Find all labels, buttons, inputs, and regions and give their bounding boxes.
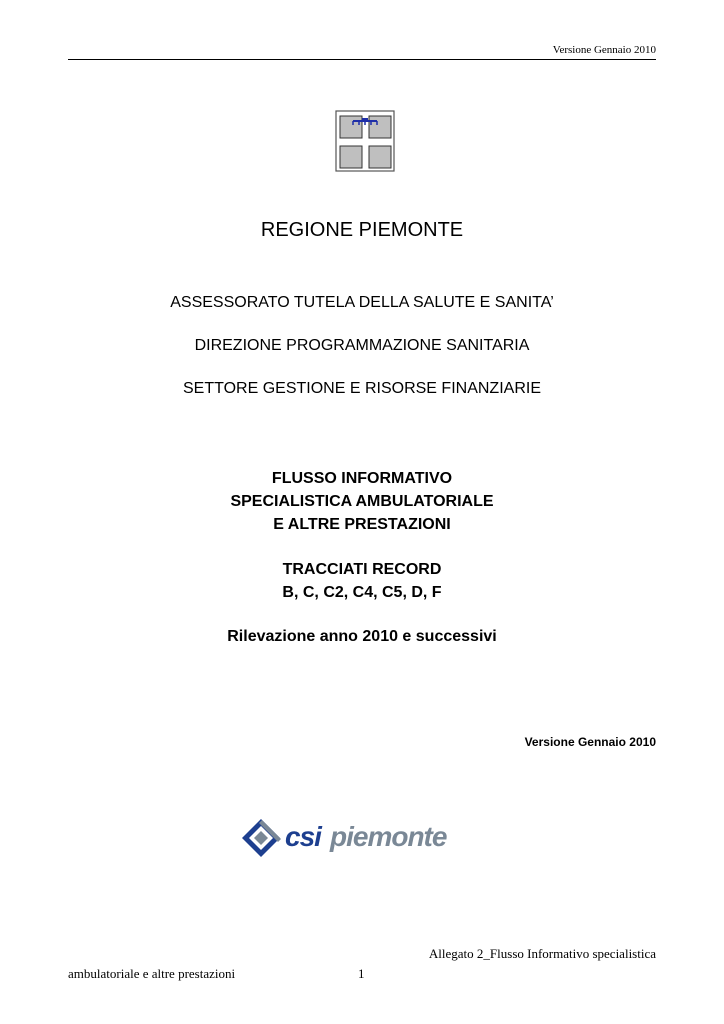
csi-piemonte-logo <box>240 815 462 865</box>
assessorato-title: ASSESSORATO TUTELA DELLA SALUTE E SANITA’ <box>170 294 554 311</box>
logo-text-piemonte: piemonte <box>330 821 447 852</box>
logo-text-csi: csi <box>285 821 321 852</box>
csi-diamond-icon <box>242 819 281 857</box>
header-version: Versione Gennaio 2010 <box>552 44 656 56</box>
regione-piemonte-emblem-icon <box>335 110 395 172</box>
document-version: Versione Gennaio 2010 <box>524 735 656 749</box>
footer-subtitle: ambulatoriale e altre prestazioni <box>68 966 236 981</box>
document-title-line-1: FLUSSO INFORMATIVO <box>271 470 453 487</box>
footer-allegato: Allegato 2_Flusso Informativo specialistica <box>428 946 656 961</box>
document-title-line-2: SPECIALISTICA AMBULATORIALE <box>230 493 494 510</box>
tracciati-record-title: TRACCIATI RECORD <box>282 561 442 578</box>
page-number: 1 <box>358 966 365 981</box>
record-list: B, C, C2, C4, C5, D, F <box>282 584 442 601</box>
header-rule <box>68 59 656 60</box>
document-title-line-3: E ALTRE PRESTAZIONI <box>273 516 451 533</box>
settore-title: SETTORE GESTIONE E RISORSE FINANZIARIE <box>183 380 541 397</box>
rilevazione-line: Rilevazione anno 2010 e successivi <box>227 628 497 645</box>
region-title: REGIONE PIEMONTE <box>260 219 464 241</box>
direzione-title: DIREZIONE PROGRAMMAZIONE SANITARIA <box>194 337 530 354</box>
